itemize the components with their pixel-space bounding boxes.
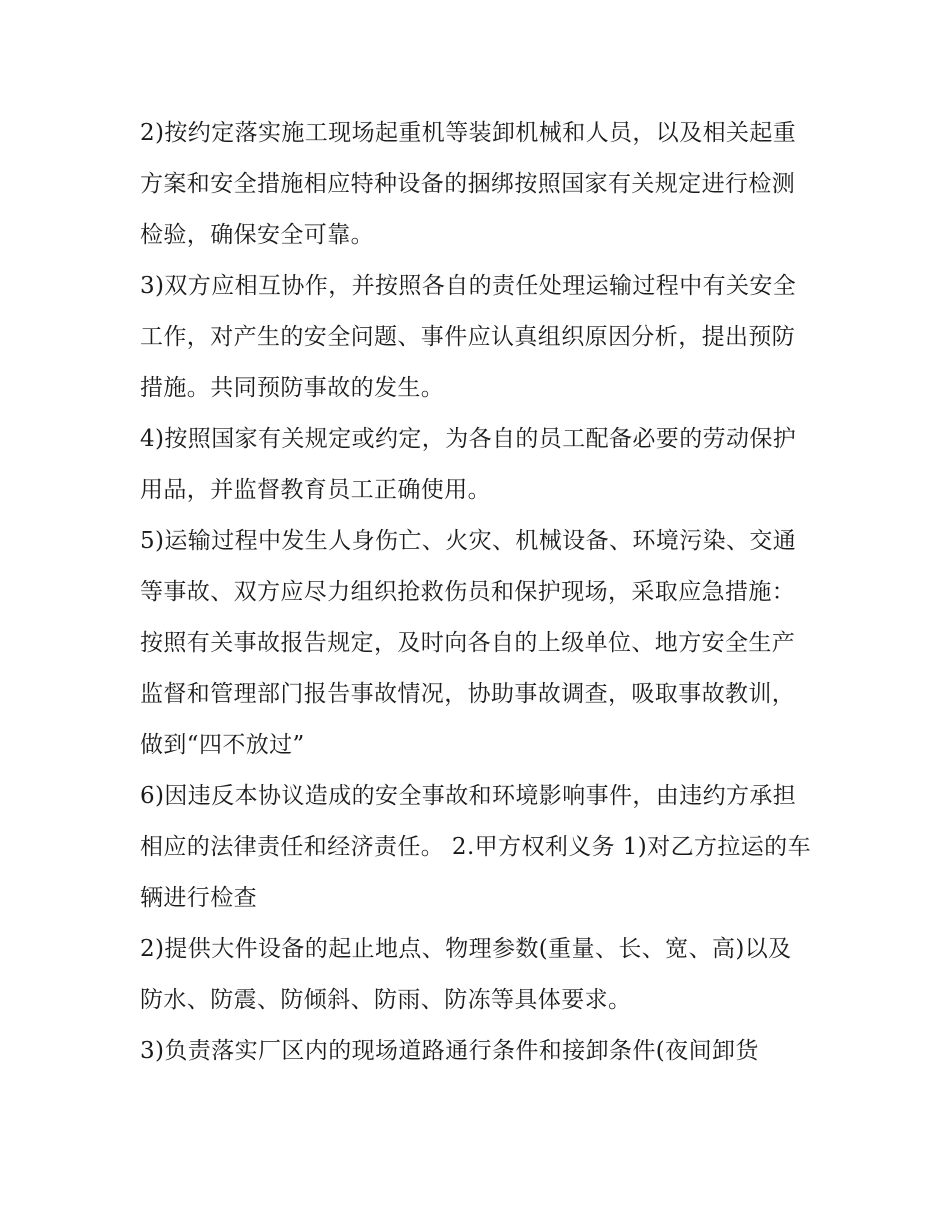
paragraph-item-3: 3)双方应相互协作，并按照各自的责任处理运输过程中有关安全工作，对产生的安全问题、事件应认真组织原因分析，提出预防措施。共同预防事故的发生。 xyxy=(140,273,797,401)
paragraph-item-4: 4)按照国家有关规定或约定，为各自的员工配备必要的劳动保护用品，并监督教育员工正确使用。 xyxy=(140,426,797,503)
paragraph-accident-report: 按照有关事故报告规定，及时向各自的上级单位、地方安全生产监督和管理部门报告事故情况，协助事故调查，吸取事故教训，做到“四不放过” xyxy=(140,630,796,758)
paragraph-item-5: 5)运输过程中发生人身伤亡、火灾、机械设备、环境污染、交通等事故、双方应尽力组织抢救伤员和保护现场，采取应急措施： xyxy=(140,528,797,605)
paragraph-item-2: 2)按约定落实施工现场起重机等装卸机械和人员，以及相关起重方案和安全措施相应特种设备的捆绑按照国家有关规定进行检测检验，确保安全可靠。 xyxy=(140,120,797,248)
paragraph-item-6: 6)因违反本协议造成的安全事故和环境影响事件，由违约方承担相应的法律责任和经济责任。 2.甲方权利义务 1)对乙方拉运的车辆进行检查 xyxy=(140,783,811,911)
document-body xyxy=(140,108,812,1077)
paragraph-party-a-item-2: 2)提供大件设备的起止地点、物理参数(重量、长、宽、高)以及防水、防震、防倾斜、防雨、防冻等具体要求。 xyxy=(140,936,792,1013)
paragraph-party-a-item-3: 3)负责落实厂区内的现场道路通行条件和接卸条件(夜间卸货 xyxy=(140,1038,759,1064)
